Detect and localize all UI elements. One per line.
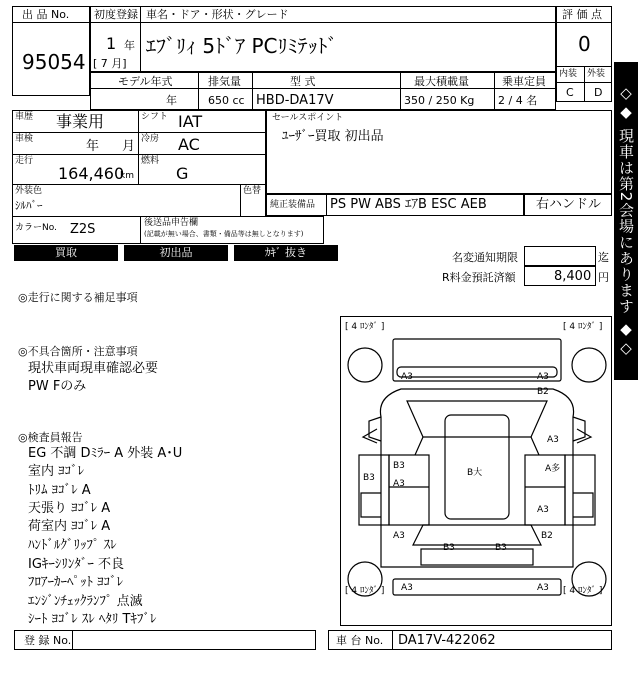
inspector-line: ﾌﾛｱｰｶｰﾍﾟｯﾄ ﾖｺﾞﾚ [28,575,124,590]
reg-month: [ 7 月] [93,57,127,70]
inspector-line: ﾄﾘﾑ ﾖｺﾞﾚ A [28,483,91,498]
reg-year: 1 [106,34,117,53]
exterior-label: 外装 [587,69,606,79]
inspector-line: 室内 ﾖｺﾞﾚ [28,464,85,479]
inspector-line: ｴﾝｼﾞﾝﾁｪｯｸﾗﾝﾌﾟ 点滅 [28,594,143,609]
defect-label: ◎不具合箇所・注意事項 [18,345,138,358]
car-name: ｴﾌﾞﾘｨ 5ﾄﾞｱ PCﾘﾐﾃｯﾄﾞ [146,34,338,58]
tire-label: [ 4 ﾛﾝﾀﾞ ] [563,586,603,596]
ac-label: 冷房 [141,134,160,144]
badge-key-removed: ｶｷﾞ 抜き [234,245,338,261]
damage-mark: B3 [443,543,455,553]
car-diagram [340,316,612,626]
max-load-value: 350 / 250 Kg [404,94,475,107]
mileage-unit: km [120,171,134,181]
inspection-label: 車検 [15,134,34,144]
name-label: 車名・ドア・形状・グレード [146,8,289,21]
defect-line: 現状車両現車確認必要 [28,361,159,376]
steering-value: 右ハンドル [536,197,602,212]
history-label: 車歴 [15,112,34,122]
mileage-value: 164,460 [58,164,125,183]
equipment-value: PS PW ABS ｴｱB ESC AEB [330,197,487,212]
badge-first-listing: 初出品 [124,245,228,261]
inspection-month: 月 [122,139,136,154]
tire-label: [ 4 ﾛﾝﾀﾞ ] [345,586,385,596]
interior-label: 内装 [559,69,578,79]
recycle-unit: 円 [598,271,609,284]
fuel-label: 燃料 [141,156,160,166]
score-label: 評 価 点 [562,8,602,21]
capacity-label: 乗車定員 [502,75,546,88]
defect-line: PW Fのみ [28,379,87,394]
model-year-label: モデル年式 [118,75,173,88]
ext-color-value: ｼﾙﾊﾞｰ [15,199,43,212]
displacement-label: 排気量 [208,75,241,88]
badge-buyout: 買取 [14,245,118,261]
damage-mark: A3 [537,505,549,515]
recycle-label: R料金預託済額 [442,271,516,284]
inspector-line: IGｷｰｼﾘﾝﾀﾞｰ 不良 [28,557,125,572]
ext-color-label: 外装色 [15,186,43,196]
max-load-label: 最大積載量 [414,75,469,88]
exterior-score: D [594,86,603,99]
driving-notes-label: ◎走行に関する補足事項 [18,291,138,304]
inspector-line: 天張り ﾖｺﾞﾚ A [28,501,111,516]
damage-mark: B3 [363,473,375,483]
repaint-label: 色替 [243,186,262,196]
post-note: (記載が無い場合、書類・備品等は無しとなります) [144,230,304,238]
score-value: 0 [578,32,591,56]
tire-front-left-icon [348,348,382,382]
inspector-line: ﾊﾝﾄﾞﾙｸﾞﾘｯﾌﾟ ｽﾚ [28,538,117,553]
damage-mark: A3 [537,372,549,382]
inspection-year: 年 [86,139,100,154]
tire-label: [ 4 ﾛﾝﾀﾞ ] [345,322,385,332]
shift-value: IAT [178,112,203,131]
damage-mark: A多 [545,464,561,474]
venue-banner: ◇◆ 現車は第2会場にあります ◆◇ [614,62,638,380]
shift-label: シフト [141,112,169,122]
lot-label: 出 品 No. [22,8,70,21]
fuel-value: G [176,164,189,183]
damage-mark: A3 [547,435,559,445]
sales-point-value: ﾕｰｻﾞｰ買取 初出品 [282,129,384,144]
color-no-value: Z2S [70,222,96,237]
damage-mark: B3 [393,461,405,471]
equipment-label: 純正装備品 [270,200,316,210]
reg-year-unit: 年 [124,39,135,52]
history-value: 事業用 [56,112,105,131]
reg-no-label: 登 録 No. [24,634,72,647]
inspector-line: EG 不調 Dﾐﾗｰ A 外装 A･U [28,446,183,461]
type-value: HBD-DA17V [256,93,334,108]
type-label: 型 式 [290,75,316,88]
interior-score: C [566,86,574,99]
capacity-value: 2 / 4 名 [498,94,538,107]
tire-label: [ 4 ﾛﾝﾀﾞ ] [563,322,603,332]
inspector-line: ｼｰﾄ ﾖｺﾞﾚ ｽﾚ ﾍﾀﾘ Tｷﾌﾞﾚ [28,612,157,627]
damage-mark: A3 [401,583,413,593]
displacement-value: 650 cc [208,94,245,107]
recycle-value: 8,400 [554,269,592,284]
deadline-box [524,246,596,266]
inspector-label: ◎検査員報告 [18,431,83,444]
damage-mark: B大 [467,468,483,478]
chassis-value: DA17V-422062 [398,633,496,648]
damage-mark: B3 [495,543,507,553]
damage-mark: A3 [393,531,405,541]
ac-value: AC [178,135,200,154]
deadline-unit: 迄 [598,251,609,264]
post-label: 後送品申告欄 [144,218,199,228]
chassis-label: 車 台 No. [336,634,384,647]
damage-mark: A3 [401,372,413,382]
damage-mark: B2 [537,387,549,397]
deadline-label: 名変通知期限 [452,251,518,264]
damage-mark: A3 [537,583,549,593]
damage-mark: A3 [393,479,405,489]
first-reg-label: 初度登録 [94,8,138,21]
inspector-line: 荷室内 ﾖｺﾞﾚ A [28,519,111,534]
damage-mark: B2 [541,531,553,541]
lot-number: 95054 [22,50,86,74]
tire-front-right-icon [572,348,606,382]
sales-point-label: セールスポイント [272,113,344,123]
color-no-label: カラーNo. [15,223,57,233]
mileage-label: 走行 [15,156,34,166]
model-year-unit: 年 [166,94,177,107]
